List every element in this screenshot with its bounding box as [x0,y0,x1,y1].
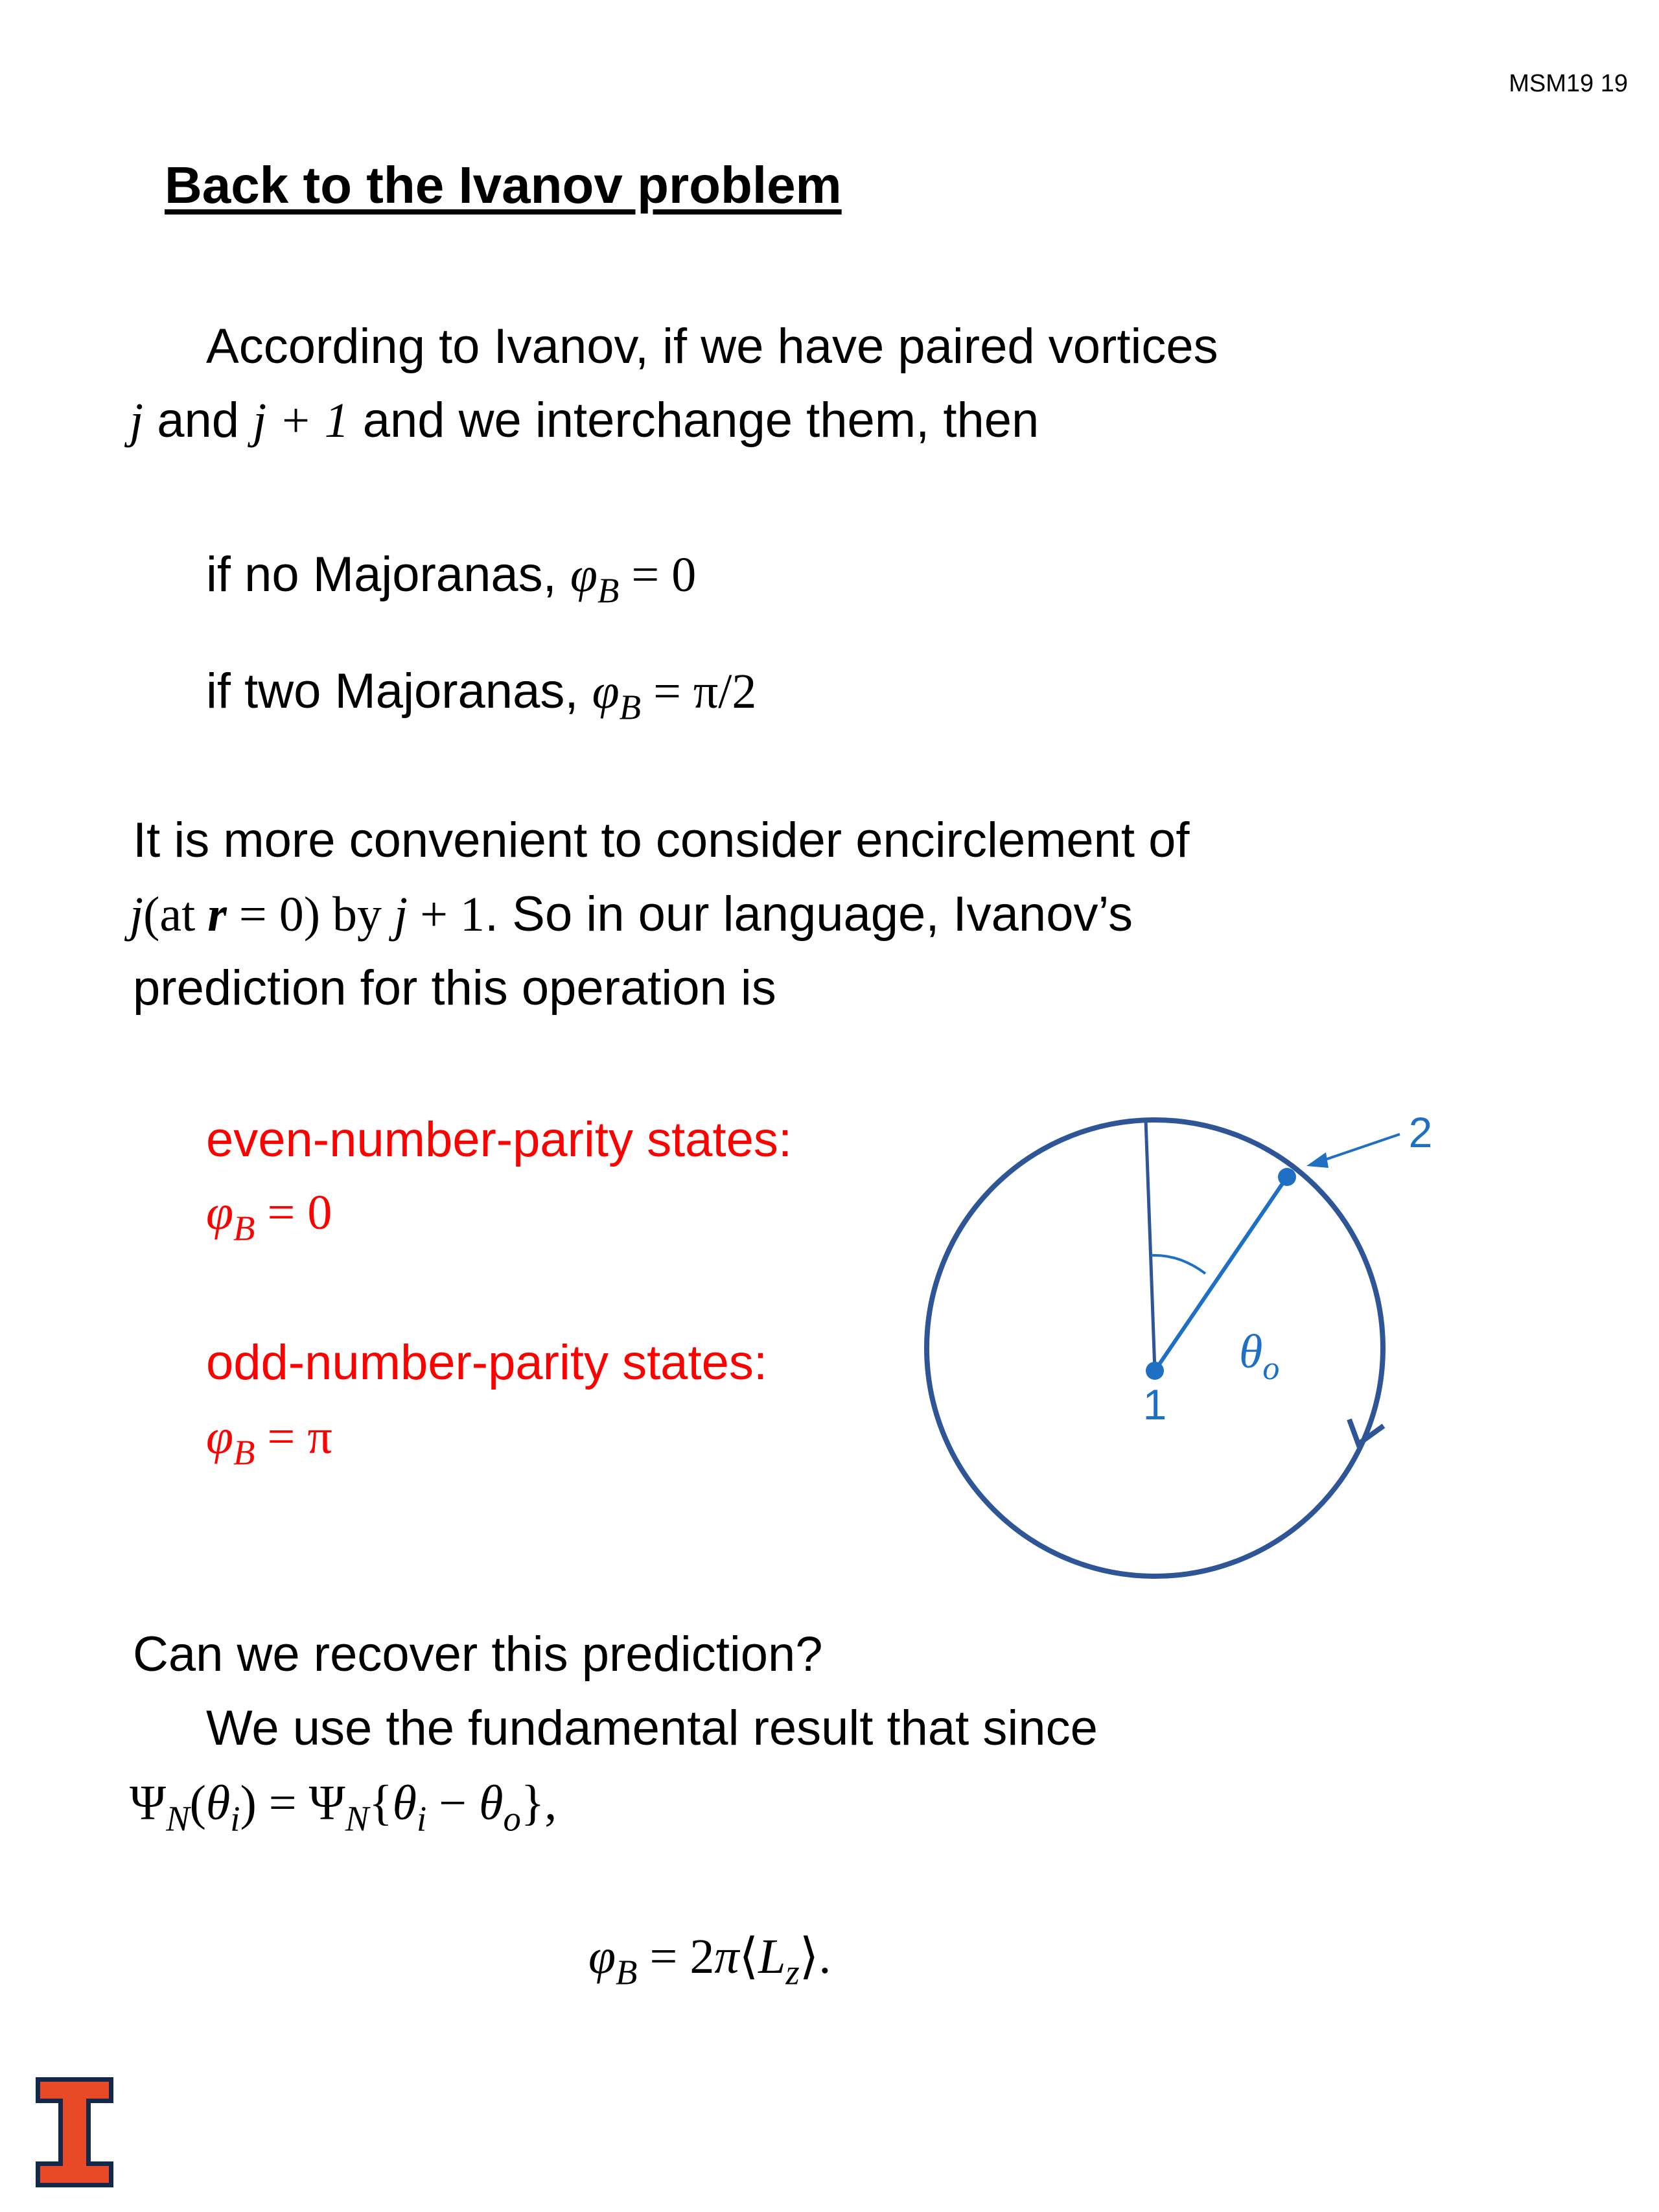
even-parity-label: even-number-parity states: [206,1112,792,1167]
moving-vortex-dot [1278,1168,1296,1186]
intro-and: and [143,393,253,448]
reference-line [1146,1120,1155,1371]
math-j: j [130,393,144,448]
point-label: 2 [1408,1108,1433,1156]
phi-b-symbol: $\varphi_B = \pi/2$ [592,664,757,727]
convenient-line-1: It is more convenient to consider encirclement of [133,813,1190,868]
psi-equation-text: $\Psi_N(\theta_i) = \Psi_N\{\theta_i - \theta_o\}$, [130,1776,557,1839]
case-two-majoranas-text: if two Majoranas, [206,664,579,719]
convenient-line-3: prediction for this operation is [133,960,776,1016]
closing-question: Can we recover this prediction? [133,1627,823,1682]
final-equation [588,1920,831,1999]
math-j-plus-1: j + 1 [253,393,349,448]
intro-line-1: According to Ivanov, if we have paired vortices [206,319,1218,374]
phi-b-symbol: $\varphi_B = 0$ [570,548,697,611]
radius-line [1155,1177,1287,1371]
slide-title: Back to the Ivanov problem [165,156,842,214]
center-label: 1 [1143,1380,1167,1428]
angle-arc [1151,1255,1205,1274]
convenient-line-2: j(at r = 0) by j + 1. So in our language, Ivanov’s [130,887,1133,942]
angle-label: $\theta_o$ [1239,1325,1280,1387]
pointer-arrowhead [1306,1152,1328,1168]
page-number: MSM19 19 [1509,70,1628,97]
even-parity-value: $\varphi_B = 0$ [206,1185,332,1248]
university-logo [32,2074,117,2191]
intro-rest: and we interchange them, then [349,393,1039,448]
case-no-majoranas-text: if no Majoranas, [206,547,557,602]
odd-parity-label: odd-number-parity states: [206,1335,767,1390]
closing-result-intro: We use the fundamental result that since [206,1701,1098,1756]
psi-equation [130,1766,557,1846]
final-equation-text: $\varphi_B$ = $2\pi⟨L_z⟩$. [588,1929,831,1992]
odd-parity-value: $\varphi_B = \pi$ [206,1410,332,1473]
center-vortex-dot [1146,1362,1164,1380]
